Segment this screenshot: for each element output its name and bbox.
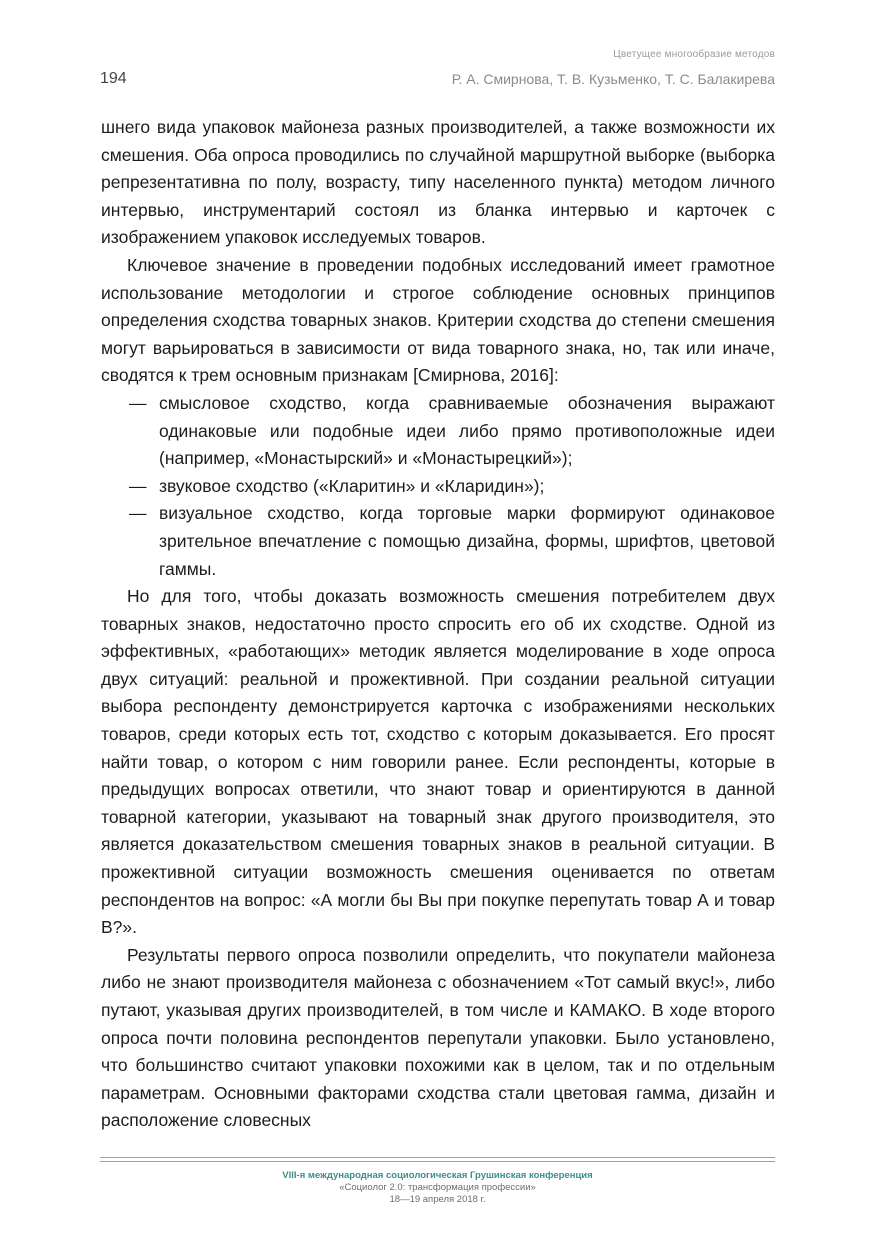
running-title: Цветущее многообразие методов [613,49,775,60]
page-number: 194 [100,70,127,87]
footer-divider-top [100,1157,775,1158]
list-item [101,473,775,501]
footer-divider-bottom [100,1161,775,1162]
footer-conference: VIII-я международная социологическая Грушинская конференция [282,1170,593,1181]
list-item [101,500,775,583]
article-body [101,114,775,1135]
list-item-text: визуальное сходство, когда торговые марки формируют одинаковое зрительное впечатление с помощью дизайна, формы, шрифтов, цветовой гаммы. [159,503,775,579]
list-item-text: смысловое сходство, когда сравниваемые обозначения выражают одинаковые или подобные идеи либо прямо противоположные идеи (например, «Монастырский» и «Монастырецкий»); [159,392,775,469]
authors-header: Р. А. Смирнова, Т. В. Кузьменко, Т. С. Балакирева [451,71,775,87]
list-item [101,390,775,473]
paragraph-3: Но для того, чтобы доказать возможность смешения потребителем двух товарных знаков, недостаточно просто спросить его об их сходстве. Одной из эффективных, «работающих» методик является моделирование в ходе опроса двух ситуаций: реальной и прожективной. При создании реальной ситуации выбора респонденту демонстрируется карточка с изображениями нескольких товаров, среди которых есть тот, сходство с которым доказывается. Его просят найти товар, о котором с ним говорили ранее. Если респонденты, которые в предыдущих вопросах ответили, что знают товар и ориентируются в данной товарной категории, указывают на товарный знак другого производителя, это является доказательством смешения товарных знаков в реальной ситуации. В прожективной ситуации возможность смешения оценивается по ответам респондентов на вопрос: «А могли бы Вы при покупке перепутать товар А и товар В?». [101,586,775,938]
paragraph-2: Ключевое значение в проведении подобных исследований имеет грамотное использование методологии и строгое соблюдение основных принципов определения сходства товарных знаков. Критерии сходства до степени смешения могут варьироваться в зависимости от вида товарного знака, но, так или иначе, сводятся к трем основным признакам [Смирнова, 2016]: [101,254,775,386]
list-dash: — [129,475,147,496]
criteria-list [101,390,775,583]
page-footer [100,1170,775,1206]
paragraph-4: Результаты первого опроса позволили определить, что покупатели майонеза либо не знают производителя майонеза с обозначением «Тот самый вкус!», либо путают, указывая других производителей, в том числе и КАМАКО. В ходе второго опроса почти половина респондентов перепутали упаковки. Было установлено, что большинство считают упаковки похожими как в целом, так и по отдельным параметрам. Основными факторами сходства стали цветовая гамма, дизайн и расположение словесных [101,944,775,1131]
list-item-text: звуковое сходство («Кларитин» и «Кларидин»); [159,475,545,496]
list-dash: — [129,392,147,413]
list-dash: — [129,503,147,524]
footer-subtitle: «Социолог 2.0: трансформация профессии» [339,1182,536,1193]
footer-dates: 18—19 апреля 2018 г. [389,1194,486,1205]
paragraph-1: шнего вида упаковок майонеза разных производителей, а также возможности их смешения. Оба опроса проводились по случайной маршрутной выборке (выборка репрезентативна по полу, возрасту, типу населенного пункта) методом личного интервью, инструментарий состоял из бланка интервью и карточек с изображением упаковок исследуемых товаров. [101,117,775,248]
